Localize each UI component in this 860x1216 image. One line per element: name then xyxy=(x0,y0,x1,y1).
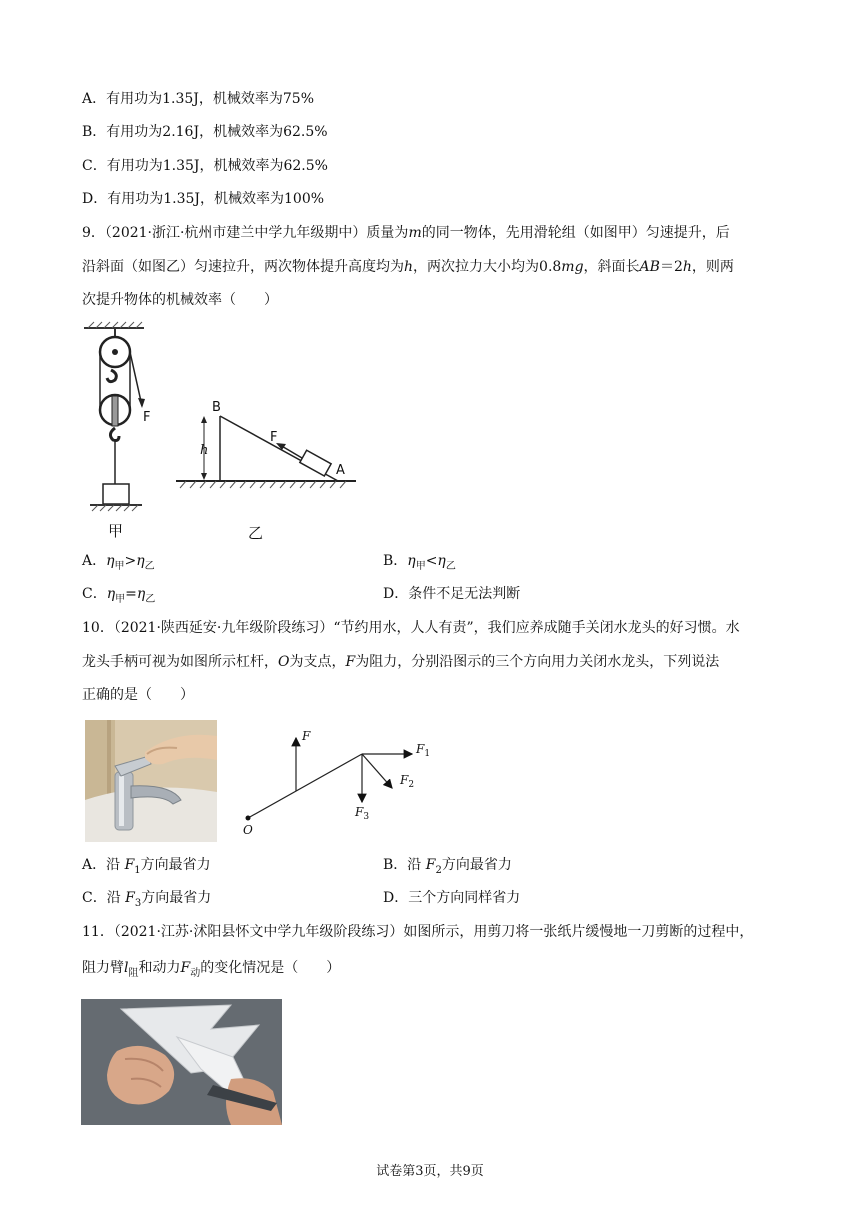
question-11-line-2: 阻力臂$l_阻$和动力$F_动$的变化情况是（ ） xyxy=(82,960,341,979)
question-9-line-3: 次提升物体的机械效率（ ） xyxy=(82,292,278,308)
force-f-label: F xyxy=(302,729,311,743)
pivot-point xyxy=(246,816,251,821)
force-f2-label: $F_2$ xyxy=(400,773,415,790)
force-label-jia: F xyxy=(143,410,151,425)
option-d: D．有用功为1.35J，机械效率为100% xyxy=(82,191,325,207)
figure-label-yi: 乙 xyxy=(248,524,264,542)
q10-option-d: D．三个方向同样省力 xyxy=(383,890,521,906)
scissors-photo xyxy=(81,999,282,1125)
q10-option-c: C．沿 $F_3$方向最省力 xyxy=(82,890,212,909)
question-10-line-1: 10．（2021·陕西延安·九年级阶段练习）“节约用水，人人有责”，我们应养成随手关闭水龙头的好习惯。水 xyxy=(82,620,740,636)
weight-block-jia xyxy=(103,484,129,504)
pull-rope xyxy=(130,352,142,406)
lever-diagram xyxy=(230,722,440,840)
option-b: B．有用功为2.16J，机械效率为62.5% xyxy=(82,124,328,140)
force-f3-label: $F_3$ xyxy=(355,805,370,822)
pivot-o-label: O xyxy=(243,823,253,837)
figure-label-jia: 甲 xyxy=(108,522,124,540)
question-9-line-1: 9．（2021·浙江·杭州市建兰中学九年级期中）质量为m的同一物体，先用滑轮组（如图甲）匀速提升，后 xyxy=(82,225,730,241)
question-11-line-1: 11．（2021·江苏·沭阳县怀文中学九年级阶段练习）如图所示，用剪刀将一张纸片缓慢地一刀剪断的过程中， xyxy=(82,924,754,940)
q10-option-a: A．沿 $F_1$方向最省力 xyxy=(82,857,211,876)
height-label: h xyxy=(200,443,209,458)
force-f2-arrow xyxy=(362,754,392,788)
q9-option-a: A．$\eta_甲>\eta_乙$ xyxy=(82,553,155,572)
point-b-label: B xyxy=(212,400,221,415)
question-10-line-2: 龙头手柄可视为如图所示杠杆，O为支点，F为阻力，分别沿图示的三个方向用力关闭水龙头，下列说法 xyxy=(82,654,720,670)
lever-arm xyxy=(248,754,362,818)
pulley-and-incline-figure xyxy=(80,318,370,548)
question-9-line-2: 沿斜面（如图乙）匀速拉升，两次物体提升高度均为h，两次拉力大小均为0.8mg，斜面长AB＝2h，则两 xyxy=(82,259,734,275)
point-a-label: A xyxy=(336,463,345,478)
force-f1-label: $F_1$ xyxy=(416,742,431,759)
question-10-line-3: 正确的是（ ） xyxy=(82,687,194,703)
q9-option-b: B．$\eta_甲<\eta_乙$ xyxy=(383,553,456,572)
block-on-incline xyxy=(300,450,331,476)
q10-option-b: B．沿 $F_2$方向最省力 xyxy=(383,857,512,876)
page-footer: 试卷第3页，共9页 xyxy=(376,1164,484,1179)
force-label-yi: F xyxy=(270,430,278,445)
faucet-photo xyxy=(85,720,217,842)
option-a: A．有用功为1.35J，机械效率为75% xyxy=(82,91,315,107)
option-c: C．有用功为1.35J，机械效率为62.5% xyxy=(82,158,328,174)
q9-option-d: D．条件不足无法判断 xyxy=(383,586,521,602)
q9-option-c: C．$\eta_甲=\eta_乙$ xyxy=(82,586,156,605)
